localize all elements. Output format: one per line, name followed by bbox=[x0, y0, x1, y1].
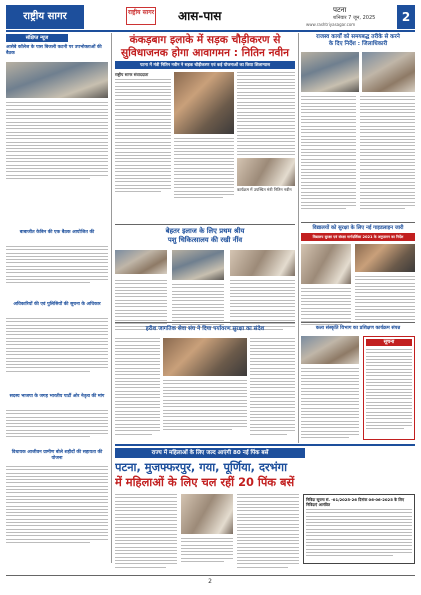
left-text-3 bbox=[6, 318, 108, 374]
left-text-2 bbox=[6, 246, 108, 286]
left-headline-4: सदस्य भाजपा के जगह भारतीय पार्टी ओर नेतृत्व की मांग bbox=[9, 394, 105, 399]
main-story-byline: राष्ट्रीय सागर संवाददाता bbox=[115, 72, 149, 77]
left-photo bbox=[6, 62, 108, 98]
left-headline-5: विधायक आजीवन ग्रामीण बोले शहीदों की सहायता की योजना bbox=[11, 450, 103, 461]
main-headline-line-1: कंकड़बाग इलाके में सड़क चौड़ीकरण से bbox=[129, 34, 281, 46]
vet-hospital-photo-3 bbox=[230, 250, 295, 276]
bottom-story-text-col-3 bbox=[237, 494, 299, 570]
left-text-4 bbox=[6, 410, 108, 440]
website: www.rashtriyasagar.com bbox=[306, 22, 356, 27]
subhead-environment: हरीश जागतिक सेवा संघ ने दिया पर्यावरण सुरक्षा का संदेश bbox=[145, 326, 265, 332]
tender-notice-box bbox=[303, 494, 415, 564]
environment-photo bbox=[163, 338, 247, 376]
edition-city: पटना bbox=[333, 6, 347, 14]
school-text-2 bbox=[355, 276, 415, 325]
left-text-1 bbox=[6, 102, 108, 181]
pink-bus-photo bbox=[181, 494, 233, 534]
bottom-story-rule bbox=[115, 444, 415, 446]
main-story-inset-photo bbox=[237, 158, 295, 186]
bottom-headline-line-1: पटना, मुजफ्फरपुर, गया, पूर्णिया, दरभंगा bbox=[115, 460, 288, 474]
vet-hospital-photo-1 bbox=[115, 250, 167, 274]
school-photo bbox=[301, 244, 351, 284]
left-headline-2: बाबाजीत केबिन की एक बैठक आयोजित की bbox=[19, 230, 95, 235]
culture-photo bbox=[301, 336, 359, 364]
notice-ad-box bbox=[363, 336, 415, 440]
environment-text-col-1 bbox=[115, 338, 160, 437]
culture-text-1 bbox=[301, 368, 359, 441]
right-headline-5: कला संस्कृति विभाग का प्रशिक्षण कार्यक्रम संपन्न bbox=[315, 326, 401, 331]
edition-date: शनिवार 7 जून, 2025 bbox=[333, 15, 376, 21]
news-brief-banner: संक्षिप्त न्यूज bbox=[6, 34, 68, 42]
right-headline-4: विद्यालय सुरक्षा एवं संरक्षा मार्गदर्शिका 2021 के अनुपालन का निर्देश bbox=[301, 233, 415, 241]
masthead-rule bbox=[6, 30, 415, 32]
right-headline-2: के दिए निर्देश : जिलाधिकारी bbox=[328, 41, 388, 47]
left-headline-1: आसेबे कॉलेज के पास बिजली कटनी पर उपभोक्ताओं की बैठक bbox=[6, 45, 102, 56]
masthead bbox=[6, 5, 415, 29]
page-footer-number: 2 bbox=[208, 578, 212, 585]
masthead-logo: राष्ट्रीय सागर bbox=[126, 7, 156, 25]
right-rule-2 bbox=[301, 322, 415, 323]
tender-notice-title: निविदा सूचना सं. -01/2025-26 दिनांक 06-06-2025 के लिए निविदाएं आमंत्रित bbox=[306, 497, 405, 507]
bottom-story-text-col-1 bbox=[115, 494, 177, 570]
center-rule-1 bbox=[115, 224, 295, 225]
right-text-2 bbox=[360, 96, 415, 211]
right-photo-2 bbox=[362, 52, 415, 92]
subhead-vet-hospital-2: पशु चिकित्सालय की रखी नींव bbox=[167, 236, 243, 244]
subhead-vet-hospital-1: बेहतर इलाज के लिए प्रथम श्रीय bbox=[165, 227, 245, 235]
page-number: 2 bbox=[397, 5, 415, 29]
main-story-text-col-1 bbox=[115, 79, 171, 194]
environment-text-col-2 bbox=[163, 380, 247, 433]
notice-ad-title: सूचना bbox=[366, 339, 412, 346]
main-story-photo bbox=[174, 72, 234, 134]
right-rule-1 bbox=[301, 222, 415, 223]
vet-story-text-col-2 bbox=[172, 284, 224, 330]
right-photo-1 bbox=[301, 52, 359, 92]
left-column-divider bbox=[111, 33, 112, 563]
vet-hospital-photo-2 bbox=[172, 250, 224, 280]
left-headline-3: अधिकारियों की एवं पुलिसियों की सूचना के अधिकार bbox=[13, 302, 101, 307]
main-photo-caption: कार्यक्रम में उपस्थित मंत्री नितिन नवीन bbox=[237, 187, 295, 192]
right-headline-3: विद्यालयों को सुरक्षा के लिए नई गाइडलाइन जारी bbox=[312, 225, 404, 231]
center-rule-2 bbox=[115, 322, 295, 323]
masthead-brand: राष्ट्रीय सागर bbox=[6, 5, 84, 29]
right-text-1 bbox=[301, 96, 356, 211]
main-story-deck: पटना में मंत्री नितिन नवीन ने सड़क चौड़ीकरण एवं कई योजनाओं का किया शिलान्यास bbox=[115, 61, 295, 69]
main-headline-line-2: सुविधाजनक होगा आवागमन : नितिन नवीन bbox=[120, 47, 289, 59]
school-inset-photo bbox=[355, 244, 415, 272]
left-text-5 bbox=[6, 466, 108, 545]
right-headline-1: राजस्व कार्यों को समयबद्ध तरीके से करने bbox=[316, 34, 400, 40]
center-column-divider bbox=[298, 33, 299, 443]
environment-text-col-3 bbox=[250, 338, 295, 437]
main-story-text-col-3 bbox=[174, 138, 234, 201]
bottom-headline-line-2: में महिलाओं के लिए चल रहीं 20 पिंक बसें bbox=[115, 475, 295, 489]
section-title: आस-पास bbox=[178, 9, 222, 23]
bottom-kicker: राज्य में महिलाओं के लिए जल्द आएंगी 80 नई पिंक बसें bbox=[115, 448, 305, 458]
footer-rule bbox=[6, 575, 415, 576]
bottom-story-text-col-2 bbox=[181, 538, 233, 564]
